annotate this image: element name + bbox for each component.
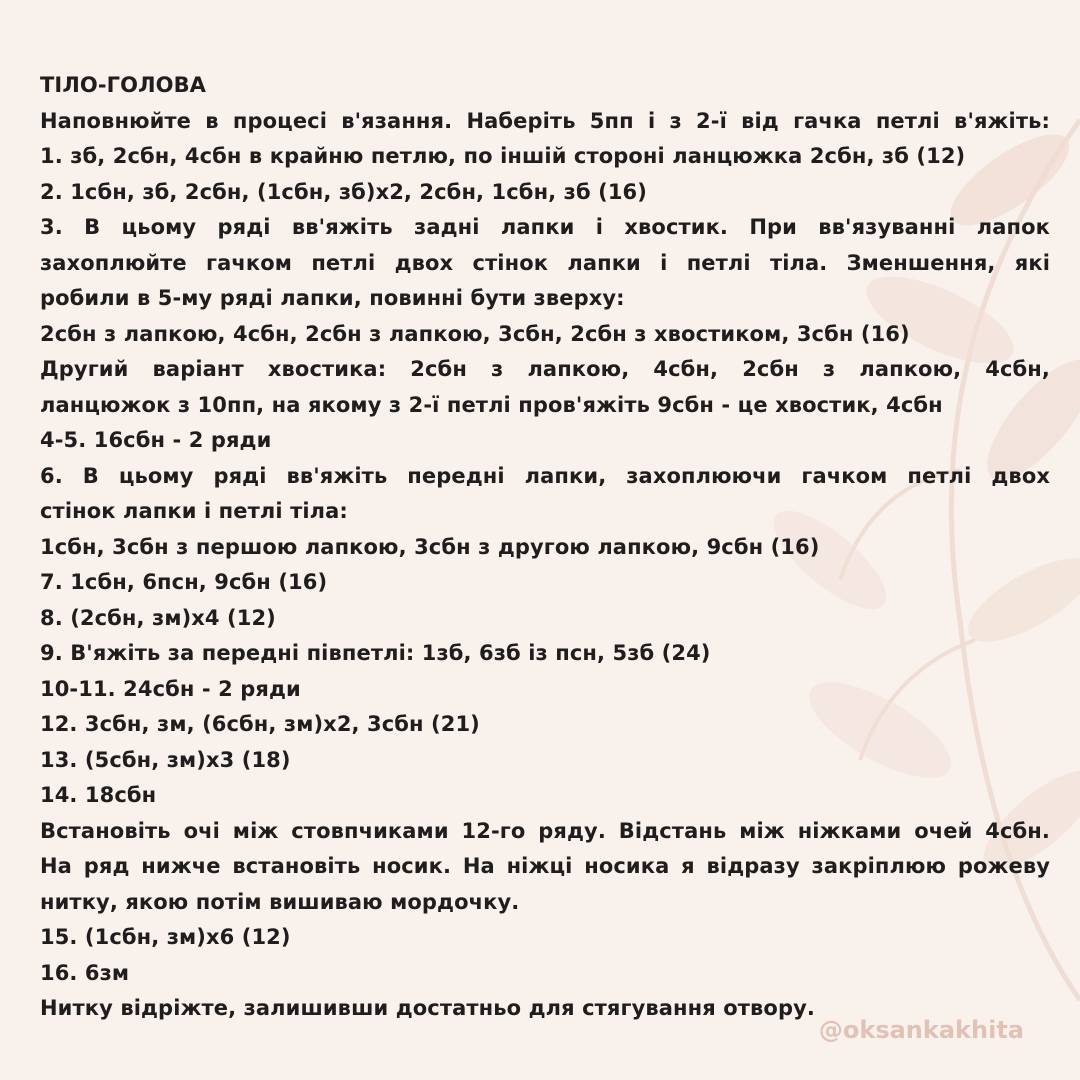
pattern-line: 10-11. 24сбн - 2 ряди xyxy=(40,676,301,701)
pattern-line: Нитку відріжте, залишивши достатньо для стягування отвору. xyxy=(40,996,815,1020)
pattern-line: На ряд нижче встановіть носик. На ніжці носика я відразу закріплюю рожеву xyxy=(40,854,1050,878)
author-watermark: @oksankakhita xyxy=(818,1016,1024,1044)
pattern-line: 15. (1сбн, зм)х6 (12) xyxy=(40,925,291,949)
pattern-line: 1сбн, 3сбн з першою лапкою, 3сбн з другою лапкою, 9сбн (16) xyxy=(40,534,820,559)
pattern-line: 14. 18сбн xyxy=(40,783,157,807)
pattern-line: 2сбн з лапкою, 4сбн, 2сбн з лапкою, 3сбн, 2сбн з хвостиком, 3сбн (16) xyxy=(40,321,910,346)
pattern-line: 16. 6зм xyxy=(40,960,130,985)
pattern-line: Другий варіант хвостика: 2сбн з лапкою, 4сбн, 2сбн з лапкою, 4сбн, xyxy=(40,357,1050,381)
pattern-line: стінок лапки і петлі тіла: xyxy=(40,499,348,523)
pattern-line: 13. (5сбн, зм)х3 (18) xyxy=(40,747,291,772)
pattern-line: 9. В'яжіть за передні півпетлі: 1зб, 6зб із псн, 5зб (24) xyxy=(40,641,711,665)
pattern-text xyxy=(40,68,1050,1027)
pattern-line: 3. В цьому ряді вв'яжіть задні лапки і хвостик. При вв'язуванні лапок xyxy=(40,215,1050,239)
pattern-line: 1. зб, 2сбн, 4сбн в крайню петлю, по іншій стороні ланцюжка 2сбн, зб (12) xyxy=(40,144,966,168)
pattern-line: 7. 1сбн, 6псн, 9сбн (16) xyxy=(40,570,328,594)
pattern-line: робили в 5-му ряді лапки, повинні бути зверху: xyxy=(40,286,625,310)
pattern-line: 8. (2сбн, зм)х4 (12) xyxy=(40,605,276,630)
pattern-line: Встановіть очі між стовпчиками 12-го ряду. Відстань між ніжками очей 4сбн. xyxy=(40,818,1050,843)
pattern-line: захоплюйте гачком петлі двох стінок лапки і петлі тіла. Зменшення, які xyxy=(40,250,1050,275)
pattern-line: Наповнюйте в процесі в'язання. Наберіть 5пп і з 2-ї від гачка петлі в'яжіть: xyxy=(40,108,1050,133)
pattern-line: нитку, якою потім вишиваю мордочку. xyxy=(40,889,520,914)
pattern-line: 12. 3сбн, зм, (6сбн, зм)х2, 3сбн (21) xyxy=(40,712,480,736)
pattern-line: 2. 1сбн, зб, 2сбн, (1сбн, зб)х2, 2сбн, 1сбн, зб (16) xyxy=(40,179,647,204)
pattern-line: ланцюжок з 10пп, на якому з 2-ї петлі пров'яжіть 9сбн - це хвостик, 4сбн xyxy=(40,392,943,417)
pattern-line: 6. В цьому ряді вв'яжіть передні лапки, захоплюючи гачком петлі двох xyxy=(40,463,1050,488)
section-title: ТІЛО-ГОЛОВА xyxy=(40,73,207,97)
pattern-line: 4-5. 16сбн - 2 ряди xyxy=(40,428,272,452)
